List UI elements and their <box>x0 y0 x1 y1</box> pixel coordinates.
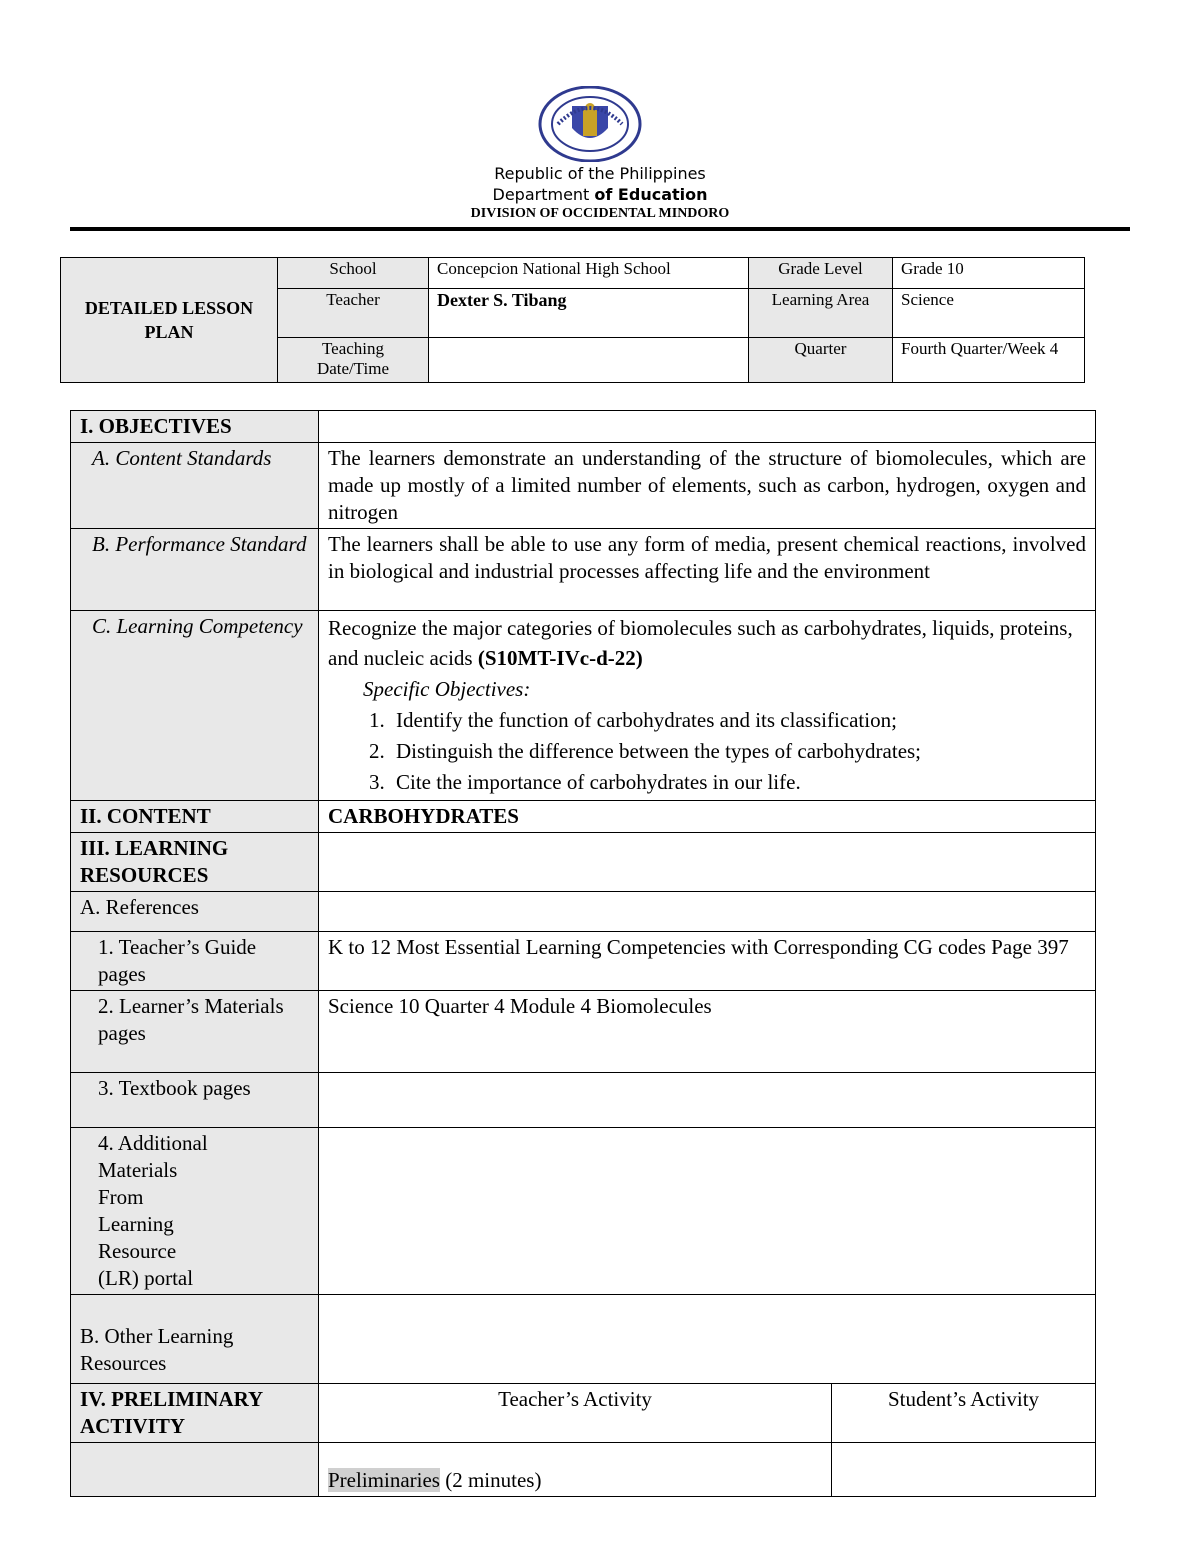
additional-materials-label: 4. Additional Materials From Learning Resource (LR) portal <box>71 1128 319 1295</box>
learning-competency-value: Recognize the major categories of biomolecules such as carbohydrates, liquids, proteins, and nucleic acids (S10MT-IVc-d-22) Specific Objectives: 1. Identify the function of carbohydrates and its classification; 2. Distinguish the difference between the types of carbohydrates; 3. Cite the importance of carbohydrates in our life. <box>319 611 1096 801</box>
deped-seal-icon <box>538 86 642 162</box>
division-line: DIVISION OF OCCIDENTAL MINDORO <box>470 206 730 221</box>
area-label: Learning Area <box>749 289 893 338</box>
header-rule <box>70 227 1130 231</box>
plan-title: DETAILED LESSON PLAN <box>61 258 278 383</box>
grade-value: Grade 10 <box>893 258 1085 289</box>
grade-label: Grade Level <box>749 258 893 289</box>
date-value <box>429 338 749 383</box>
content-value: CARBOHYDRATES <box>319 801 1096 833</box>
preliminaries-highlight: Preliminaries <box>328 1468 440 1492</box>
lesson-info-table <box>60 257 1085 383</box>
teacher-label: Teacher <box>278 289 429 338</box>
textbook-label: 3. Textbook pages <box>71 1073 319 1128</box>
objectives-heading: I. OBJECTIVES <box>71 411 319 443</box>
teacher-activity-heading: Teacher’s Activity <box>319 1384 832 1443</box>
content-heading: II. CONTENT <box>71 801 319 833</box>
resources-heading: III. LEARNING RESOURCES <box>71 833 319 892</box>
preliminaries-cell: Preliminaries (2 minutes) <box>319 1443 832 1497</box>
school-label: School <box>278 258 429 289</box>
teachers-guide-value: K to 12 Most Essential Learning Competencies with Corresponding CG codes Page 397 <box>319 932 1096 991</box>
date-label: Teaching Date/Time <box>278 338 429 383</box>
learning-competency-label: C. Learning Competency <box>71 611 319 801</box>
area-value: Science <box>893 289 1085 338</box>
references-label: A. References <box>71 892 319 932</box>
content-standards-value: The learners demonstrate an understanding of the structure of biomolecules, which are made up mostly of a limited number of elements, such as carbon, hydrogen, oxygen and nitrogen <box>319 443 1096 529</box>
republic-line: Republic of the Philippines <box>494 164 706 183</box>
school-value: Concepcion National High School <box>429 258 749 289</box>
quarter-label: Quarter <box>749 338 893 383</box>
learners-materials-value: Science 10 Quarter 4 Module 4 Biomolecules <box>319 991 1096 1073</box>
teachers-guide-label: 1. Teacher’s Guide pages <box>71 932 319 991</box>
learners-materials-label: 2. Learner’s Materials pages <box>71 991 319 1073</box>
specific-objectives-label: Specific Objectives: <box>363 677 531 701</box>
teacher-value: Dexter S. Tibang <box>429 289 749 338</box>
content-standards-label: A. Content Standards <box>71 443 319 529</box>
quarter-value: Fourth Quarter/Week 4 <box>893 338 1085 383</box>
specific-objectives-list <box>328 705 1086 798</box>
student-activity-heading: Student’s Activity <box>832 1384 1096 1443</box>
performance-standard-value: The learners shall be able to use any form of media, present chemical reactions, involved in biological and industrial processes affecting life and the environment <box>319 529 1096 611</box>
list-item: 3. Cite the importance of carbohydrates in our life. <box>390 767 1086 798</box>
performance-standard-label: B. Performance Standard <box>71 529 319 611</box>
lesson-plan-table <box>70 410 1096 1497</box>
department-line: Department of Education <box>492 185 708 204</box>
list-item: 1. Identify the function of carbohydrates and its classification; <box>390 705 1086 736</box>
preliminary-activity-heading: IV. PRELIMINARY ACTIVITY <box>71 1384 319 1443</box>
other-resources-label: B. Other Learning Resources <box>71 1295 319 1384</box>
competency-code: (S10MT-IVc-d-22) <box>477 646 643 670</box>
list-item: 2. Distinguish the difference between the types of carbohydrates; <box>390 736 1086 767</box>
